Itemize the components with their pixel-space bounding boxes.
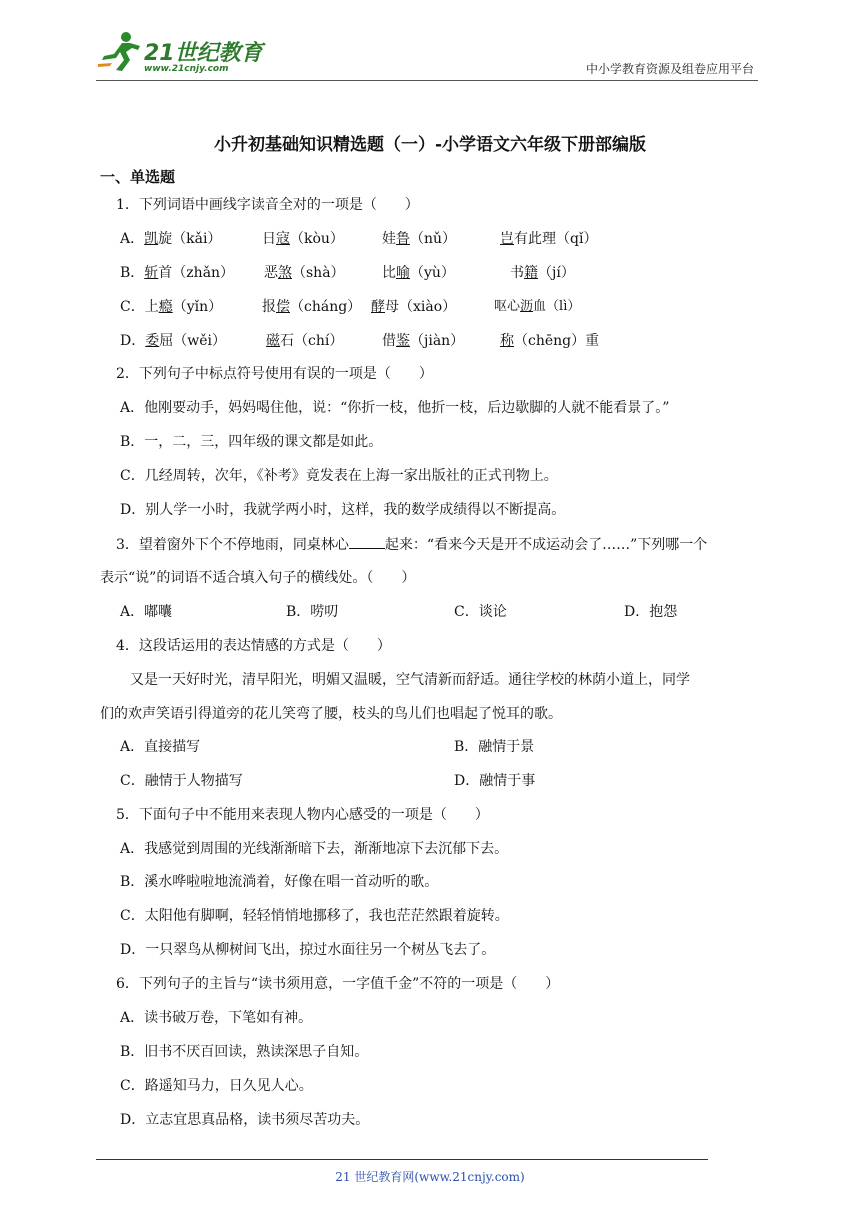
q5-option-c[interactable]: C．太阳他有脚啊，轻轻悄悄地挪移了，我也茫茫然跟着旋转。: [120, 908, 509, 924]
q2-option-d[interactable]: D．别人学一小时，我就学两小时，这样，我的数学成绩得以不断提高。: [120, 502, 566, 518]
q2-stem: 2．下列句子中标点符号使用有误的一项是（ ）: [116, 366, 433, 382]
option-text: 有此理（qǐ）: [514, 231, 598, 247]
stem-text: 起来：“看来今天是开不成运动会了……”下列哪一个: [384, 537, 708, 553]
q4-option-b[interactable]: B．融情于景: [454, 739, 535, 755]
option-text: 借: [382, 333, 396, 349]
q1-option-a-word2: [262, 229, 344, 249]
q5-option-a[interactable]: A．我感觉到周围的光线渐渐暗下去，渐渐地凉下去沉郁下去。: [120, 841, 509, 857]
q4-stem: 4．这段话运用的表达情感的方式是（ ）: [116, 638, 391, 654]
q1-option-d[interactable]: [120, 331, 226, 351]
logo-url: www.21cnjy.com: [144, 64, 229, 74]
underlined-char: 鉴: [396, 333, 410, 349]
option-letter: A．: [120, 231, 145, 247]
q1-option-a-word3: [382, 229, 456, 249]
q1-option-b-word3: [382, 263, 455, 283]
q2-option-a[interactable]: A．他刚要动手，妈妈喝住他，说：“你折一枝，他折一枝，后边歇脚的人就不能看景了。”: [120, 400, 670, 416]
underlined-char: 偿: [276, 299, 290, 315]
underlined-char: 岂: [500, 231, 514, 247]
underlined-char: 籍: [524, 265, 538, 281]
option-letter: D．: [120, 333, 146, 349]
q1-option-a-word4: [500, 229, 597, 249]
q1-option-d-word4: [500, 331, 599, 351]
q1-option-c-word2: [262, 297, 361, 317]
q5-option-d[interactable]: D．一只翠鸟从柳树间飞出，掠过水面往另一个树丛飞去了。: [120, 942, 496, 958]
q6-option-b[interactable]: B．旧书不厌百回读，熟读深思子自知。: [120, 1044, 369, 1060]
option-text: （jí）: [538, 265, 575, 281]
option-text: 报: [262, 299, 276, 315]
underlined-char: 凯: [144, 231, 159, 247]
q3-option-d[interactable]: D．抱怨: [624, 604, 678, 620]
q2-option-c[interactable]: C．几经周转，次年，《补考》竟发表在上海一家出版社的正式刊物上。: [120, 468, 558, 484]
q1-option-b[interactable]: [120, 263, 234, 283]
q4-passage-line1: 又是一天好时光，清早阳光，明媚又温暖，空气清新而舒适。通往学校的林荫小道上，同学: [130, 672, 690, 688]
option-text: 娃: [382, 231, 396, 247]
logo-wordmark: 21世纪教育: [144, 41, 263, 66]
page-header: [0, 0, 860, 82]
option-text: （shà）: [292, 265, 345, 281]
stem-text: 3．望着窗外下个不停地雨，同桌林心: [116, 537, 349, 553]
q1-option-c-word3: [371, 297, 456, 317]
underlined-char: 沥: [520, 299, 534, 314]
q3-option-a[interactable]: A．嘟囔: [120, 604, 173, 620]
option-text: 母（xiào）: [385, 299, 457, 315]
q1-option-c[interactable]: [120, 297, 222, 317]
underlined-char: 煞: [278, 265, 292, 281]
q5-stem: 5．下面句子中不能用来表现人物内心感受的一项是（ ）: [116, 807, 489, 823]
underlined-char: 寇: [276, 231, 290, 247]
option-text: 屈（wěi）: [159, 333, 226, 349]
underlined-char: 喻: [396, 265, 410, 281]
underlined-char: 称: [500, 333, 514, 349]
q3-option-b[interactable]: B．唠叨: [286, 604, 339, 620]
q2-option-b[interactable]: B．一，二，三，四年级的课文都是如此。: [120, 434, 383, 450]
site-logo[interactable]: [96, 30, 266, 80]
footer-link[interactable]: 21 世纪教育网(www.21cnjy.com): [335, 1170, 525, 1184]
q1-stem: 1．下列词语中画线字读音全对的一项是（ ）: [116, 197, 419, 213]
option-text: 石（chí）: [280, 333, 344, 349]
underlined-char: 斩: [144, 265, 159, 281]
q4-option-d[interactable]: D．融情于事: [454, 773, 536, 789]
option-text: （nǔ）: [410, 231, 457, 247]
q1-option-c-word4: [494, 297, 580, 317]
underlined-char: 鲁: [396, 231, 410, 247]
option-letter: B．: [120, 265, 145, 281]
header-divider: [96, 80, 758, 81]
option-text: 恶: [264, 265, 278, 281]
option-text: （kòu）: [290, 231, 344, 247]
option-text: 首（zhǎn）: [158, 265, 235, 281]
q6-option-d[interactable]: D．立志宜思真品格，读书须尽苦功夫。: [120, 1112, 370, 1128]
underlined-char: 酵: [371, 299, 385, 315]
q5-option-b[interactable]: B．溪水哗啦啦地流淌着，好像在唱一首动听的歌。: [120, 874, 439, 890]
page-title: 小升初基础知识精选题（一）-小学语文六年级下册部编版: [213, 135, 647, 155]
option-text: （yǐn）: [172, 299, 223, 315]
q4-option-c[interactable]: C．融情于人物描写: [120, 773, 243, 789]
q3-option-c[interactable]: C．谈论: [454, 604, 507, 620]
platform-name: 中小学教育资源及组卷应用平台: [585, 62, 754, 76]
underlined-char: 瘾: [158, 299, 173, 315]
option-letter: C．上: [120, 299, 159, 315]
section-heading: 一、单选题: [100, 168, 176, 186]
q6-option-a[interactable]: A．读书破万卷，下笔如有神。: [120, 1010, 313, 1026]
footer-divider: [96, 1159, 708, 1160]
q1-option-a[interactable]: [120, 229, 221, 249]
option-text: （chēng）重: [514, 333, 600, 349]
option-text: 日: [262, 231, 276, 247]
option-text: 旋（kǎi）: [158, 231, 222, 247]
option-text: 比: [382, 265, 396, 281]
underlined-char: 委: [145, 333, 160, 349]
q1-option-b-word4: [510, 263, 575, 283]
q6-stem: 6．下列句子的主旨与“读书须用意，一字值千金”不符的一项是（ ）: [116, 976, 560, 992]
answer-blank: [349, 534, 385, 549]
option-text: 呕心: [494, 299, 521, 314]
option-text: 血（lì）: [533, 299, 581, 314]
option-text: （cháng）: [290, 299, 362, 315]
option-text: 书: [510, 265, 524, 281]
q4-passage-line2: 们的欢声笑语引得道旁的花儿笑弯了腰，枝头的鸟儿们也唱起了悦耳的歌。: [100, 706, 562, 722]
runner-logo-icon: [96, 30, 142, 74]
q1-option-b-word2: [264, 263, 345, 283]
q1-option-d-word2: [266, 331, 343, 351]
q3-stem-continued: 表示“说”的词语不适合填入句子的横线处。（ ）: [100, 570, 416, 586]
option-text: （yù）: [410, 265, 455, 281]
q4-option-a[interactable]: A．直接描写: [120, 739, 201, 755]
q6-option-c[interactable]: C．路遥知马力，日久见人心。: [120, 1078, 313, 1094]
underlined-char: 磁: [266, 333, 280, 349]
q3-stem: [116, 534, 707, 555]
option-text: （jiàn）: [410, 333, 465, 349]
q1-option-d-word3: [382, 331, 464, 351]
